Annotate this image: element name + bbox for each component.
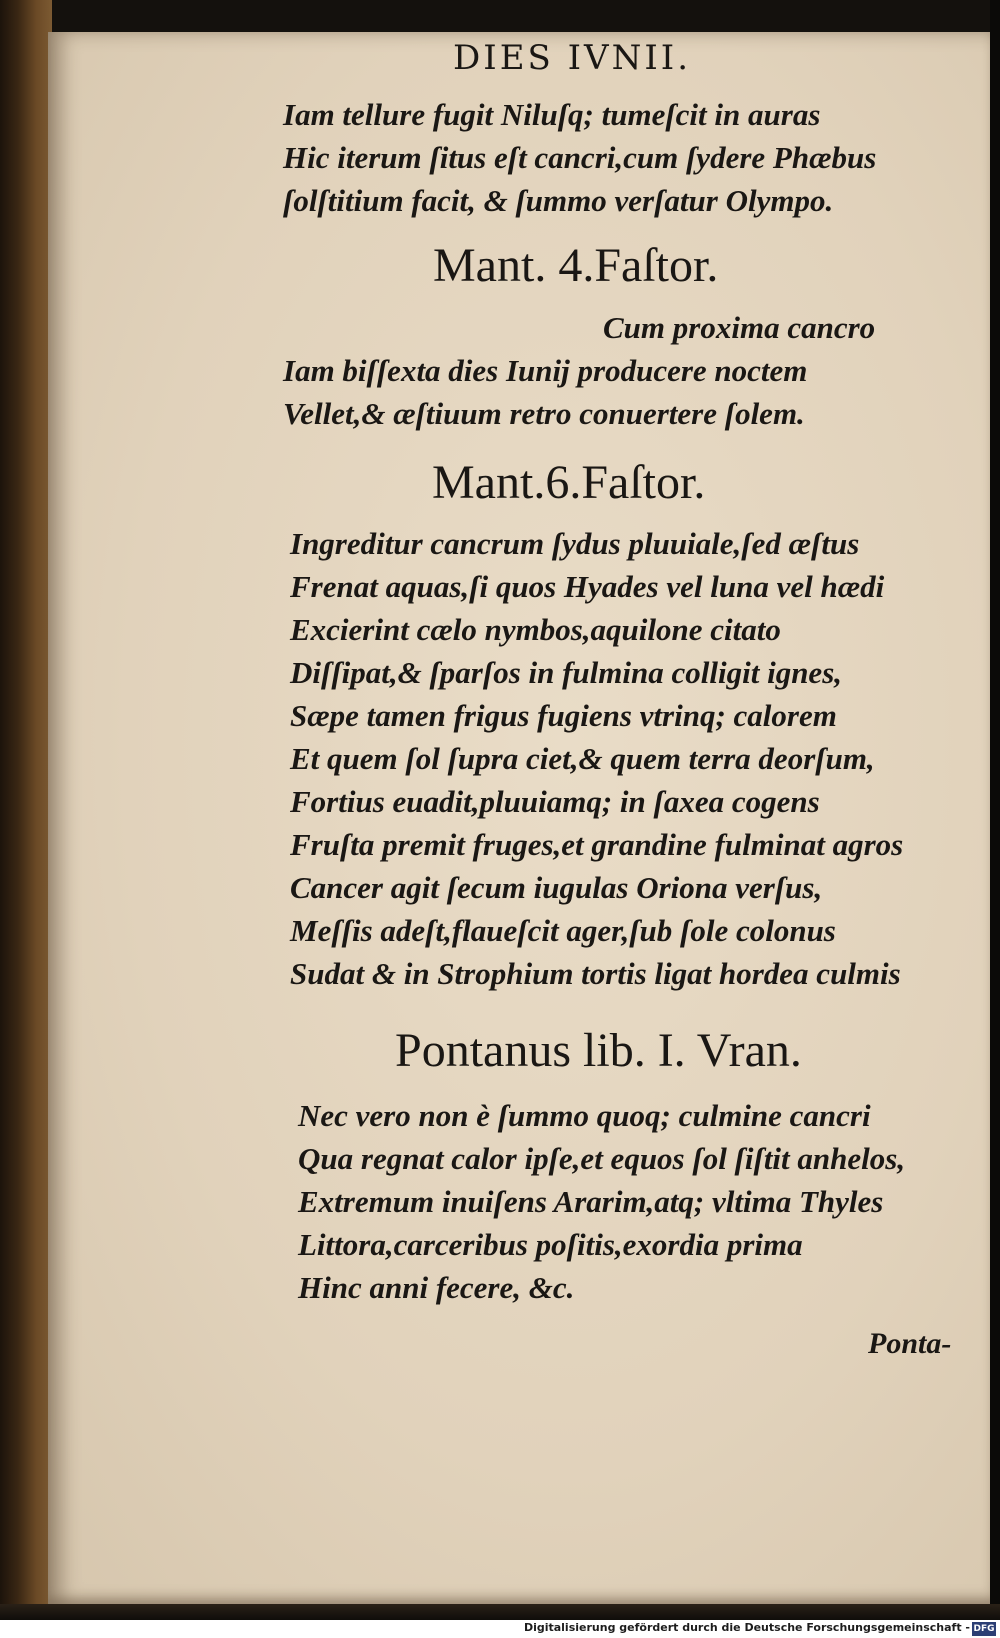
scan-right-edge [990, 0, 1000, 1638]
digitization-credit: Digitalisierung gefördert durch die Deutsche Forschungsgemeinschaft - [523, 1621, 970, 1634]
verse-line: Hic iterum ſitus eſt cancri,cum ſydere Phæbus [283, 140, 877, 175]
dfg-logo: DFG [973, 1624, 995, 1634]
verse-line: Iam tellure fugit Niluſq; tumeſcit in auras [283, 97, 821, 132]
verse-line: ſolſtitium facit, & ſummo verſatur Olympo. [283, 183, 834, 218]
running-head: DIES IVNII. [453, 38, 692, 78]
verse-line: Qua regnat calor ipſe,et equos ſol ſiſtit anhelos, [298, 1141, 906, 1176]
verse-line: Meſſis adeſt,flaueſcit ager,ſub ſole colonus [290, 913, 836, 948]
verse-line: Nec vero non è ſummo quoq; culmine cancri [298, 1098, 871, 1133]
verse-line: Et quem ſol ſupra ciet,& quem terra deorſum, [290, 741, 875, 776]
verse-line: Extremum inuiſens Ararim,atq; vltima Thyles [298, 1184, 884, 1219]
book-spine [0, 0, 52, 1620]
verse-line: Hinc anni fecere, &c. [298, 1270, 575, 1305]
catchword: Ponta- [868, 1327, 952, 1360]
verse-line: Sudat & in Strophium tortis ligat hordea culmis [290, 956, 901, 991]
verse-line: Excierint cælo nymbos,aquilone citato [290, 612, 781, 647]
verse-line: Diſſipat,& ſparſos in fulmina colligit ignes, [290, 655, 843, 690]
section-title: Mant. 4.Faſtor. [433, 239, 719, 292]
verse-line: Vellet,& æſtiuum retro conuertere ſolem. [283, 396, 805, 431]
section-title: Mant.6.Faſtor. [432, 456, 706, 509]
verse-line: Ingreditur cancrum ſydus pluuiale,ſed æſtus [290, 526, 860, 561]
verse-line: Sæpe tamen frigus fugiens vtrinq; calorem [290, 698, 837, 733]
verse-line: Frenat aquas,ſi quos Hyades vel luna vel hædi [290, 569, 885, 604]
verse-line: Fortius euadit,pluuiamq; in ſaxea cogens [290, 784, 820, 819]
verse-line: Littora,carceribus poſitis,exordia prima [298, 1227, 803, 1262]
scan-bottom-edge [0, 1604, 1000, 1620]
verse-line: Cum proxima cancro [603, 310, 876, 345]
verse-line: Cancer agit ſecum iugulas Oriona verſus, [290, 870, 823, 905]
section-title: Pontanus lib. I. Vran. [395, 1024, 802, 1077]
verse-line: Iam biſſexta dies Iunij producere noctem [283, 353, 808, 388]
verse-line: Fruſta premit fruges,et grandine fulminat agros [290, 827, 904, 862]
